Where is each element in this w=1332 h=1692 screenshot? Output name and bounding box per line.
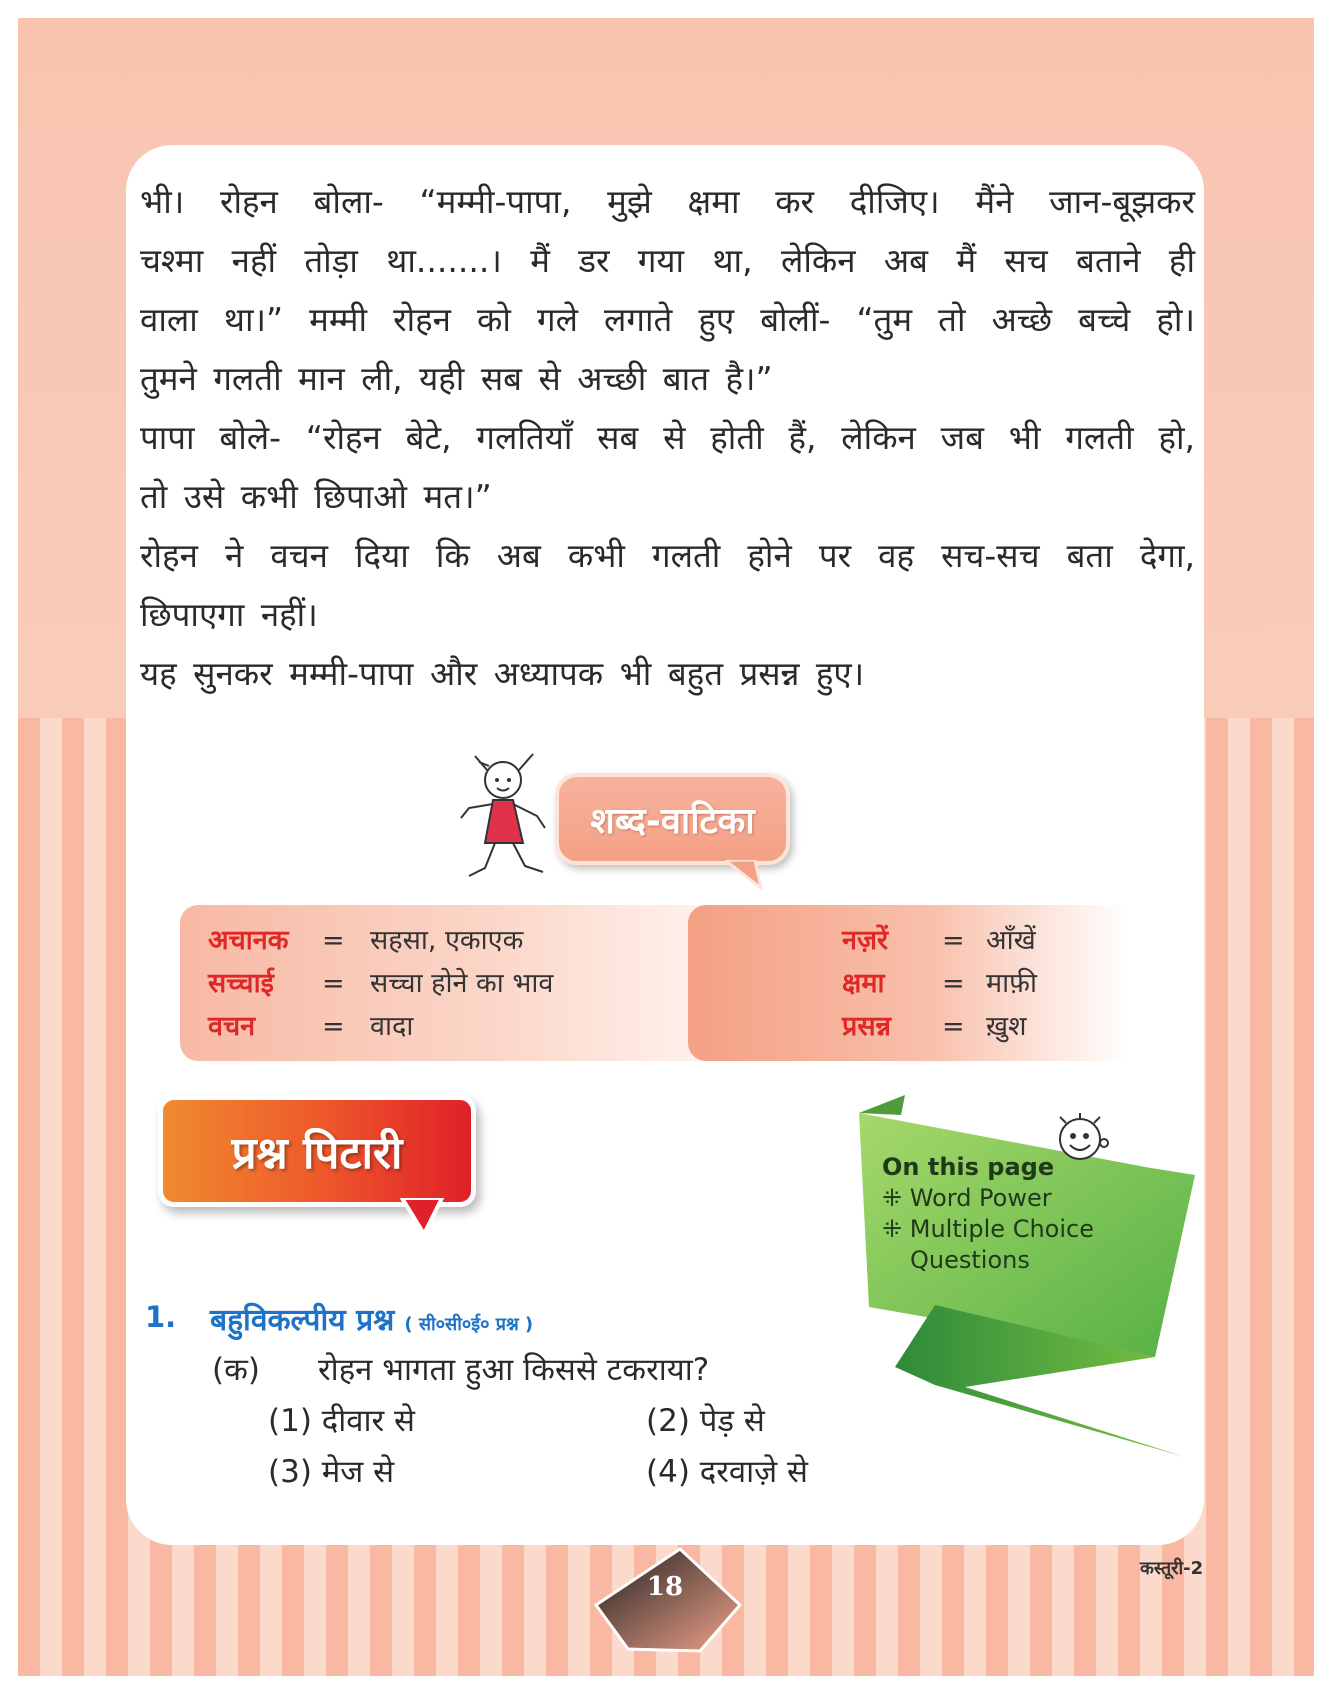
word-meaning: आँखें [986, 925, 1036, 956]
story-line: यह सुनकर मम्मी-पापा और अध्यापक भी बहुत प्रसन्न हुए। [140, 654, 865, 693]
word-meaning: ख़ुश [986, 1011, 1027, 1042]
word-garden-bubble [555, 773, 790, 865]
story-line: भी। रोहन बोला- “मम्मी-पापा, मुझे क्षमा कर दीजिए। मैंने जान-बूझकर [140, 182, 1195, 221]
story-line: वाला था।” मम्मी रोहन को गले लगाते हुए बोलीं- “तुम तो अच्छे बच्चे हो। [140, 300, 1195, 339]
question-label: (क) [212, 1352, 260, 1388]
answer-option[interactable]: (2) पेड़ से [646, 1403, 765, 1439]
answer-option[interactable]: (3) मेज से [268, 1454, 395, 1490]
answer-option[interactable]: (4) दरवाज़े से [646, 1454, 808, 1490]
on-this-page-item: Questions [910, 1246, 1030, 1274]
word-garden-title: शब्द-वाटिका [590, 800, 755, 842]
equals-sign: = [322, 968, 345, 999]
question-item [212, 1348, 709, 1390]
equals-sign: = [322, 925, 345, 956]
word-term: नज़रें [842, 925, 889, 956]
equals-sign: = [942, 925, 965, 956]
page-number: 18 [646, 1572, 684, 1602]
banner-tail-icon [400, 1198, 450, 1238]
word-meaning: माफ़ी [986, 968, 1037, 999]
word-term: प्रसन्न [842, 1011, 892, 1042]
equals-sign: = [942, 968, 965, 999]
story-line: रोहन ने वचन दिया कि अब कभी गलती होने पर वह सच-सच बता देगा, [140, 536, 1195, 575]
question-section-label: बहुविकल्पीय प्रश्न [210, 1303, 395, 1338]
word-garden-heading [455, 748, 800, 893]
book-title: कस्तूरी-2 [1140, 1558, 1204, 1579]
question-number: 1. [145, 1300, 177, 1334]
word-table-right [688, 905, 1128, 1061]
girl-illustration-icon [455, 748, 570, 893]
question-box-title: प्रश्न पिटारी [231, 1128, 403, 1179]
question-box-banner [158, 1095, 476, 1207]
question-section-title [210, 1298, 533, 1339]
equals-sign: = [942, 1011, 965, 1042]
bubble-tail-icon [725, 860, 765, 890]
word-term: वचन [208, 1011, 256, 1042]
story-line: तुमने गलती मान ली, यही सब से अच्छी बात है।” [140, 359, 773, 398]
word-term: क्षमा [842, 968, 885, 999]
word-term: सच्चाई [208, 968, 274, 999]
answer-option[interactable]: (1) दीवार से [268, 1403, 416, 1439]
story-line: चश्मा नहीं तोड़ा था.......। मैं डर गया था, लेकिन अब मैं सच बताने ही [140, 241, 1195, 280]
equals-sign: = [322, 1011, 345, 1042]
on-this-page-box [882, 1152, 1094, 1276]
question-section-subtitle: ( सी०सी०ई० प्रश्न ) [404, 1314, 534, 1335]
story-line: छिपाएगा नहीं। [140, 595, 318, 634]
story-line: तो उसे कभी छिपाओ मत।” [140, 477, 492, 516]
word-term: अचानक [208, 925, 289, 956]
on-this-page-item: ⁜ Word Power [882, 1184, 1052, 1212]
on-this-page-item: ⁜ Multiple Choice [882, 1215, 1094, 1243]
word-meaning: सच्चा होने का भाव [370, 968, 554, 999]
on-this-page-heading: On this page [882, 1153, 1055, 1181]
question-text: रोहन भागता हुआ किससे टकराया? [318, 1352, 710, 1388]
word-meaning: सहसा, एकाएक [370, 925, 524, 956]
word-meaning: वादा [370, 1011, 414, 1042]
story-line: पापा बोले- “रोहन बेटे, गलतियाँ सब से होती हैं, लेकिन जब भी गलती हो, [140, 418, 1195, 457]
